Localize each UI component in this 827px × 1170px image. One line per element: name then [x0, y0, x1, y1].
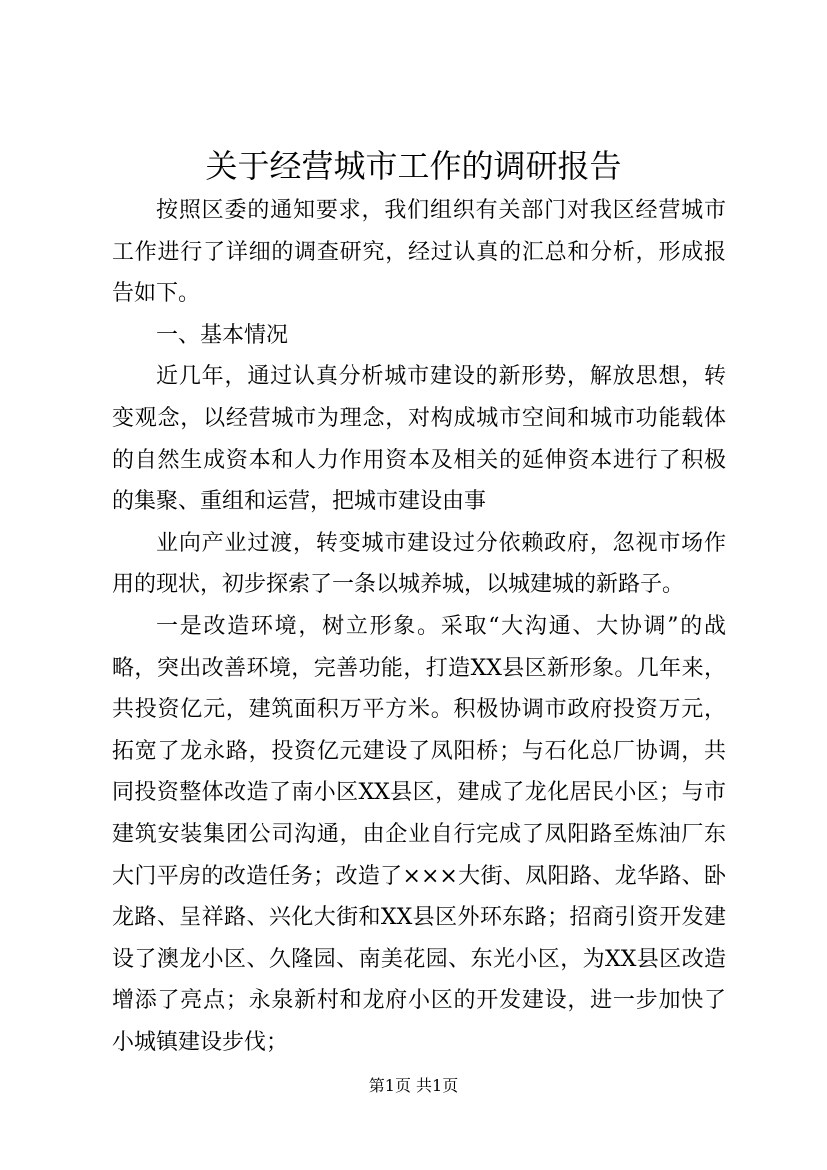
page-footer: 第1页 共1页	[368, 1076, 459, 1095]
document-body	[112, 190, 726, 1063]
section-heading: 一、基本情况	[156, 322, 289, 348]
paragraph-environment: 一是改造环境，树立形象。采取“大沟通、大协调”的战略，突出改善环境，完善功能，打造XX县区新形象。几年来，共投资亿元，建筑面积万平方米。积极协调市政府投资万元，拓宽了龙永路，投资亿元建设了凤阳桥；与石化总厂协调，共同投资整体改造了南小区XX县区，建成了龙化居民小区；与市建筑安装集团公司沟通，由企业自行完成了凤阳路至炼油厂东大门平房的改造任务；改造了×××大街、凤阳路、龙华路、卧龙路、呈祥路、兴化大街和XX县区外环东路；招商引资开发建设了澳龙小区、久隆园、南美花园、东光小区，为XX县区改造增添了亮点；永泉新村和龙府小区的开发建设，进一步加快了小城镇建设步伐；	[112, 613, 726, 1055]
paragraph-overview: 近几年，通过认真分析城市建设的新形势，解放思想，转变观念，以经营城市为理念，对构成城市空间和城市功能载体的自然生成资本和人力作用资本及相关的延伸资本进行了积极的集聚、重组和运营，把城市建设由事	[112, 364, 726, 515]
paragraph-intro: 按照区委的通知要求，我们组织有关部门对我区经营城市工作进行了详细的调查研究，经过认真的汇总和分析，形成报告如下。	[112, 198, 726, 307]
paragraph-overview-continued: 业向产业过渡，转变城市建设过分依赖政府，忽视市场作用的现状，初步探索了一条以城养城，以城建城的新路子。	[112, 530, 726, 598]
page-title: 关于经营城市工作的调研报告	[205, 147, 622, 185]
